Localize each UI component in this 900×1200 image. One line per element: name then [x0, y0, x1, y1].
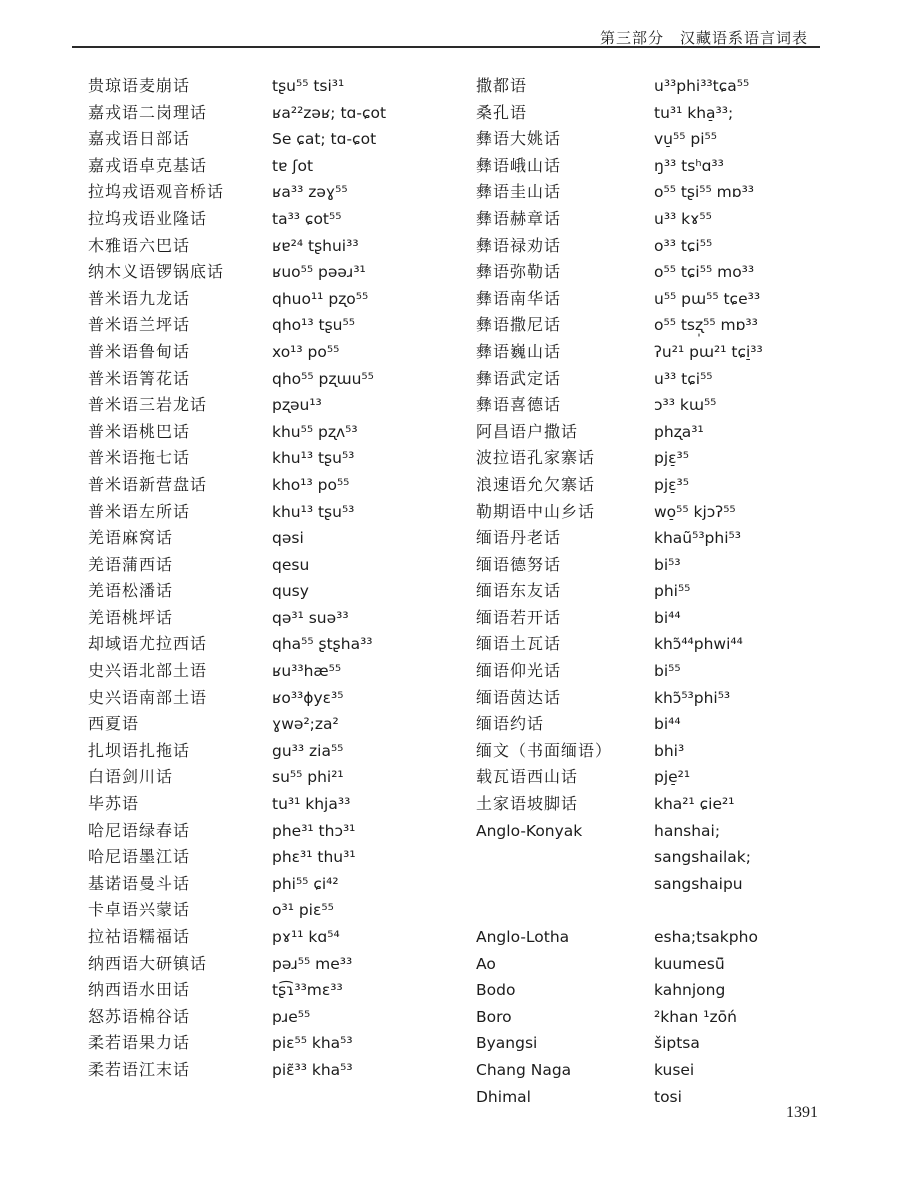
- word-form: sangshailak;: [654, 848, 751, 867]
- word-form: piɛ⁵⁵ kha⁵³: [272, 1034, 353, 1053]
- language-name: 普米语拖七话: [88, 448, 191, 468]
- word-form: piɛ̃³³ kha⁵³: [272, 1060, 353, 1079]
- language-name: 纳木义语锣锅底话: [88, 262, 225, 282]
- word-form: bi⁵⁵: [654, 662, 681, 681]
- language-name: 白语剑川话: [88, 767, 174, 787]
- word-form: o⁵⁵ tʂi⁵⁵ mɒ³³: [654, 183, 755, 202]
- word-form: phʐa³¹: [654, 422, 704, 441]
- word-form: o⁵⁵ tɕi⁵⁵ mo³³: [654, 263, 755, 282]
- word-form: Se ɕat; tɑ-ɕot: [272, 130, 377, 149]
- language-name: [476, 871, 612, 898]
- language-name: Anglo-Konyak: [476, 821, 583, 840]
- word-form: tɐ ʃot: [272, 156, 314, 175]
- word-form: tʂ͡ɿ³³mɛ³³: [272, 981, 343, 1000]
- language-name: 普米语新营盘话: [88, 474, 208, 494]
- language-name: 彝语弥勒话: [476, 262, 562, 282]
- word-form: kuumesü̃: [654, 954, 725, 973]
- language-name: 土家语坡脚话: [476, 794, 579, 814]
- language-name: 扎坝语扎拖话: [88, 740, 191, 760]
- word-form: ʁa²²zəʁ; tɑ-ɕot: [272, 103, 387, 122]
- language-name: 彝语南华话: [476, 288, 562, 308]
- word-form: pjɛ̠³⁵: [654, 475, 689, 494]
- word-form: o³³ tɕi⁵⁵: [654, 236, 713, 255]
- language-name: 缅语丹老话: [476, 528, 562, 548]
- language-name: 彝语赫章话: [476, 208, 562, 228]
- language-name: 普米语箐花话: [88, 368, 191, 388]
- word-form: ʁu³³hæ⁵⁵: [272, 662, 342, 681]
- word-form: kusei: [654, 1060, 695, 1079]
- language-name: 贵琼语麦崩话: [88, 76, 191, 95]
- language-name: Ao: [476, 954, 496, 973]
- word-form: bhi³: [654, 741, 685, 760]
- word-form: u³³ kɤ⁵⁵: [654, 209, 712, 228]
- word-form: qha⁵⁵ ʂtʂha³³: [272, 635, 373, 654]
- language-name: 撒都语: [476, 76, 528, 95]
- word-form: vu̠⁵⁵ pi⁵⁵: [654, 130, 717, 149]
- language-name: 普米语鲁甸话: [88, 341, 191, 361]
- word-form: sangshaipu: [654, 874, 743, 893]
- word-form: ta³³ ɕot⁵⁵: [272, 209, 342, 228]
- page-number: 1391: [786, 1104, 818, 1121]
- word-form: khɔ̃⁴⁴phwi⁴⁴: [654, 635, 743, 654]
- word-form: u³³ tɕi⁵⁵: [654, 369, 713, 388]
- language-name: 柔若语果力话: [88, 1033, 191, 1053]
- language-name: Byangsi: [476, 1034, 538, 1053]
- word-form: qhuo¹¹ pʐo⁵⁵: [272, 289, 369, 308]
- word-form: bi⁵³: [654, 555, 681, 574]
- word-form: khaũ⁵³phi⁵³: [654, 529, 741, 548]
- word-form: pəɹ⁵⁵ me³³: [272, 954, 353, 973]
- word-form: khu¹³ tʂu⁵³: [272, 449, 355, 468]
- word-form: qho¹³ tʂu⁵⁵: [272, 316, 355, 335]
- word-form: qəsi: [272, 529, 304, 548]
- word-form: ɣwə²;za²: [272, 715, 339, 734]
- language-name: 缅语土瓦话: [476, 634, 562, 654]
- language-name: 缅语茵达话: [476, 687, 562, 707]
- language-name: 史兴语南部土语: [88, 687, 208, 707]
- word-form: khɔ̃⁵³phi⁵³: [654, 688, 731, 707]
- language-name: 柔若语江末话: [88, 1059, 191, 1079]
- word-form: tu³¹ khja³³: [272, 795, 351, 814]
- word-form: bi⁴⁴: [654, 608, 681, 627]
- word-form: esha;tsakpho: [654, 928, 758, 946]
- word-form: ʁo³³ɸyɛ³⁵: [272, 688, 344, 707]
- word-form: hanshai;: [654, 821, 721, 840]
- language-name: 彝语峨山话: [476, 155, 562, 175]
- word-form: šiptsa: [654, 1034, 700, 1053]
- word-form: su⁵⁵ phi²¹: [272, 768, 344, 787]
- word-form: phi⁵⁵: [654, 582, 691, 601]
- word-form: wo̠⁵⁵ kjɔʔ⁵⁵: [654, 502, 736, 521]
- language-name: 纳西语水田话: [88, 980, 191, 1000]
- language-name: 史兴语北部土语: [88, 661, 208, 681]
- language-name: 彝语大姚话: [476, 129, 562, 149]
- word-form: o⁵⁵ tsʐ̩⁵⁵ mɒ³³: [654, 316, 758, 335]
- language-name: 拉坞戎语观音桥话: [88, 182, 225, 202]
- language-name: 却域语尤拉西话: [88, 634, 208, 654]
- word-form: phe³¹ thɔ³¹: [272, 821, 356, 840]
- word-form: pje̠²¹: [654, 768, 691, 787]
- language-name: 波拉语孔家寨话: [476, 448, 596, 468]
- language-name: 彝语禄劝话: [476, 235, 562, 255]
- word-form: pɹe⁵⁵: [272, 1007, 311, 1026]
- language-name: Dhimal: [476, 1087, 531, 1106]
- language-name: Anglo-Lotha: [476, 928, 570, 946]
- word-form: phi⁵⁵ ɕi⁴²: [272, 874, 339, 893]
- language-name: 彝语撒尼话: [476, 315, 562, 335]
- word-form: ʁuo⁵⁵ pəəɹ³¹: [272, 263, 366, 282]
- language-name: 羌语桃坪话: [88, 607, 174, 627]
- language-name: 嘉戎语日部话: [88, 129, 191, 149]
- language-name: [476, 844, 612, 871]
- language-name: Boro: [476, 1007, 512, 1026]
- word-form: qə³¹ suə³³: [272, 608, 349, 627]
- language-name: 羌语蒲西话: [88, 554, 174, 574]
- language-name: Bodo: [476, 981, 516, 1000]
- language-name: 浪速语允欠寨话: [476, 474, 596, 494]
- word-form: u⁵⁵ pɯ⁵⁵ tɕe³³: [654, 289, 761, 308]
- word-form: ʁɐ²⁴ tʂhui³³: [272, 236, 359, 255]
- language-name: 普米语左所话: [88, 501, 191, 521]
- language-name: 缅文（书面缅语）: [476, 740, 613, 760]
- language-name: 哈尼语绿春话: [88, 820, 191, 840]
- language-name: 普米语兰坪话: [88, 315, 191, 335]
- word-form: pjɛ̠³⁵: [654, 449, 689, 468]
- word-form: qho⁵⁵ pʐɯu⁵⁵: [272, 369, 374, 388]
- word-form: tʂu⁵⁵ tsi³¹: [272, 77, 345, 95]
- word-form: khu¹³ tʂu⁵³: [272, 502, 355, 521]
- word-form: bi⁴⁴: [654, 715, 681, 734]
- word-form: ɔ³³ kɯ⁵⁵: [654, 396, 717, 415]
- word-form: ʁa³³ zəɣ⁵⁵: [272, 183, 348, 202]
- word-form: tu³¹ kha̠³³;: [654, 103, 734, 122]
- word-form: kho¹³ po⁵⁵: [272, 475, 350, 494]
- word-form: qusy: [272, 582, 309, 601]
- language-name: 木雅语六巴话: [88, 235, 191, 255]
- language-name: 缅语德努话: [476, 554, 562, 574]
- language-name: 彝语圭山话: [476, 182, 562, 202]
- language-name: 嘉戎语卓克基话: [88, 155, 208, 175]
- word-form: kahnjong: [654, 981, 726, 1000]
- language-name: 毕苏语: [88, 794, 140, 814]
- language-name: 缅语东友话: [476, 581, 562, 601]
- word-form: ²khan ¹zōń: [654, 1007, 737, 1026]
- right-language-column: [476, 73, 612, 1110]
- language-name: 普米语三岩龙话: [88, 395, 208, 415]
- left-language-column: [88, 73, 224, 1084]
- language-name: 哈尼语墨江话: [88, 847, 191, 867]
- language-name: 拉坞戎语业隆话: [88, 208, 208, 228]
- language-name: 彝语喜德话: [476, 395, 562, 415]
- left-form-column: [272, 73, 386, 1084]
- language-name: 基诺语曼斗话: [88, 873, 191, 893]
- word-form: phɛ³¹ thu³¹: [272, 848, 356, 867]
- language-name: 载瓦语西山话: [476, 767, 579, 787]
- language-name: 缅语约话: [476, 714, 545, 734]
- word-form: qesu: [272, 555, 310, 574]
- word-form: gu³³ zia⁵⁵: [272, 741, 344, 760]
- language-name: [476, 897, 612, 924]
- language-name: 纳西语大研镇话: [88, 953, 208, 973]
- language-name: 普米语桃巴话: [88, 421, 191, 441]
- word-form: kha²¹ ɕie²¹: [654, 795, 735, 814]
- language-name: 拉祜语糯福话: [88, 927, 191, 946]
- word-form: pɤ¹¹ kɑ⁵⁴: [272, 928, 340, 946]
- word-form: ŋ³³ tsʰɑ³³: [654, 156, 724, 175]
- language-name: 阿昌语户撒话: [476, 421, 579, 441]
- word-form: khu⁵⁵ pʐʌ⁵³: [272, 422, 358, 441]
- word-form: u³³phi³³tɕa⁵⁵: [654, 77, 750, 95]
- language-name: 羌语麻窝话: [88, 528, 174, 548]
- right-form-column: [654, 73, 763, 1110]
- language-name: 桑孔语: [476, 102, 528, 122]
- language-name: 羌语松潘话: [88, 581, 174, 601]
- language-name: 缅语仰光话: [476, 661, 562, 681]
- header-rule: [72, 46, 820, 48]
- language-name: 西夏语: [88, 714, 140, 734]
- word-form: pʐəu¹³: [272, 396, 322, 415]
- word-form: o³¹ piɛ⁵⁵: [272, 901, 334, 920]
- language-name: 卡卓语兴蒙话: [88, 900, 191, 920]
- word-form: [654, 897, 763, 924]
- language-name: Chang Naga: [476, 1060, 572, 1079]
- language-name: 彝语巍山话: [476, 341, 562, 361]
- language-name: 彝语武定话: [476, 368, 562, 388]
- language-name: 怒苏语棉谷话: [88, 1006, 191, 1026]
- word-form: tosi: [654, 1087, 682, 1106]
- language-name: 勒期语中山乡话: [476, 501, 596, 521]
- word-form: xo¹³ po⁵⁵: [272, 342, 340, 361]
- language-name: 嘉戎语二岗理话: [88, 102, 208, 122]
- running-header: 第三部分 汉藏语系语言词表: [599, 29, 808, 47]
- word-form: ʔu²¹ pɯ²¹ tɕi̠³³: [654, 342, 763, 361]
- language-name: 缅语若开话: [476, 607, 562, 627]
- language-name: 普米语九龙话: [88, 288, 191, 308]
